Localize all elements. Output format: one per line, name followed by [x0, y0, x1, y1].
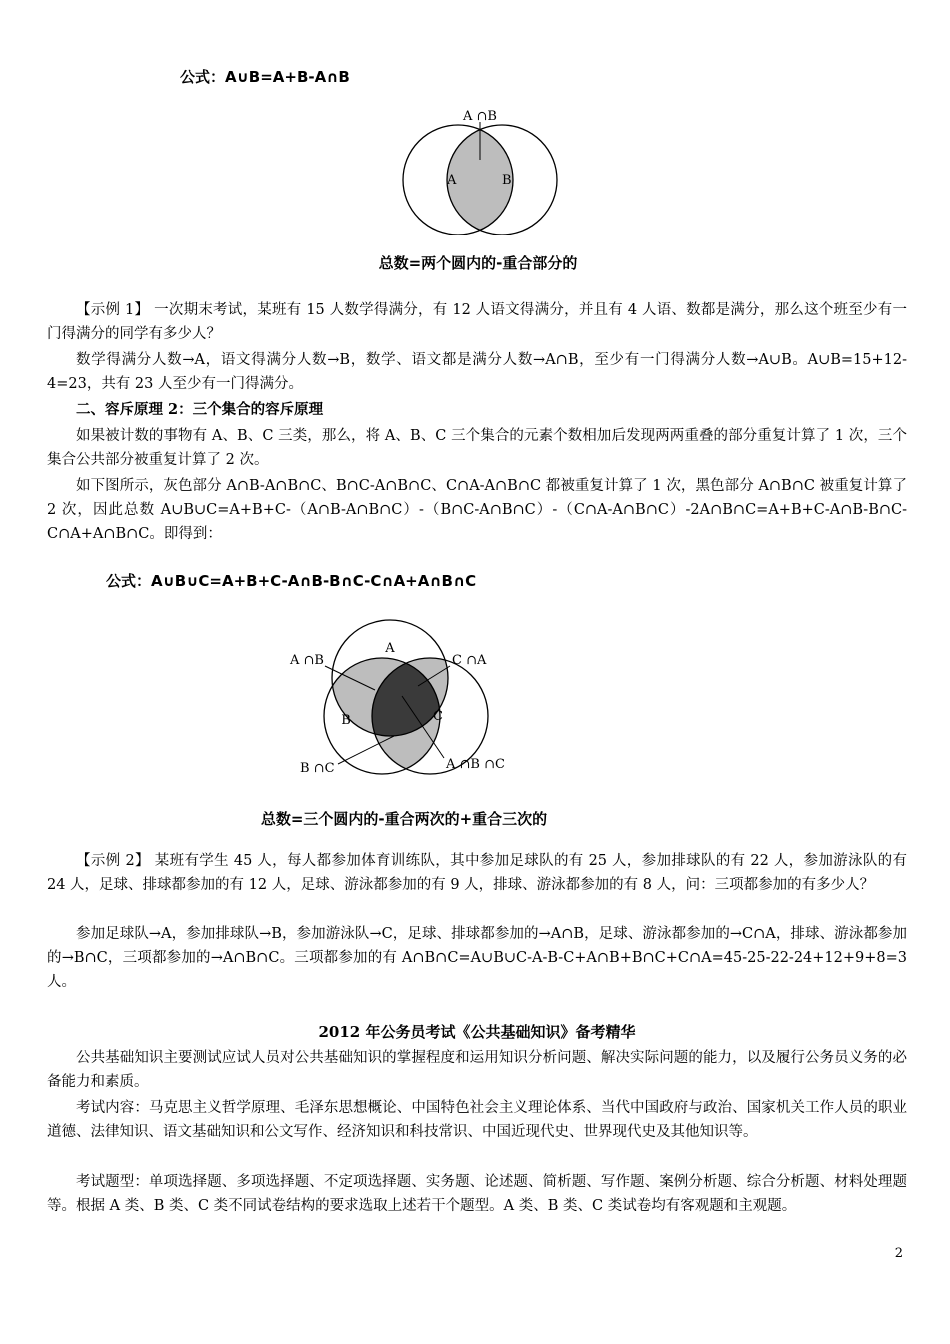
section2-paragraph2: 如下图所示，灰色部分 A∩B-A∩B∩C、B∩C-A∩B∩C、C∩A-A∩B∩C 都被重复计算了 1 次，黑色部分 A∩B∩C 被重复计算了 2 次，因此总数 A∪B∪C=A+B+C-（A∩B-A∩B∩C）-（B∩C-A∩B∩C）-（C∩A-A∩B∩C）-2A∩B∩C=A+B+C-A∩B-B∩C-C∩A+A∩B∩C。即得到： — [47, 478, 907, 542]
example1-question: 【示例 1】 一次期末考试，某班有 15 人数学得满分，有 12 人语文得满分，并且有 4 人语、数都是满分，那么这个班至少有一门得满分的同学有多少人？ — [47, 302, 907, 342]
section2-heading: 二、容斥原理 2：三个集合的容斥原理 — [76, 401, 324, 418]
venn3-label-bc: B ∩C — [300, 761, 335, 776]
caption-two-sets: 总数=两个圆内的-重合部分的 — [378, 254, 578, 272]
section3-paragraph2: 考试内容：马克思主义哲学原理、毛泽东思想概论、中国特色社会主义理论体系、当代中国政府与政治、国家机关工作人员的职业道德、法律知识、语文基础知识和公文写作、经济知识和科技常识、中国近现代史、世界现代史及其他知识等。 — [47, 1100, 907, 1140]
venn3-label-ca: C ∩A — [452, 653, 487, 668]
section2-paragraph1: 如果被计数的事物有 A、B、C 三类，那么，将 A、B、C 三个集合的元素个数相加后发现两两重叠的部分重复计算了 1 次，三个集合公共部分被重复计算了 2 次。 — [47, 428, 907, 468]
example1-answer: 数学得满分人数→A，语文得满分人数→B，数学、语文都是满分人数→A∩B，至少有一门得满分人数→A∪B。A∪B=15+12-4=23，共有 23 人至少有一门得满分。 — [47, 352, 907, 392]
example2-answer: 参加足球队→A，参加排球队→B，参加游泳队→C，足球、排球都参加的→A∩B，足球、游泳都参加的→C∩A，排球、游泳都参加的→B∩C，三项都参加的→A∩B∩C。三项都参加的有 A∩B∩C=A∪B∪C-A-B-C+A∩B+B∩C+C∩A=45-25-22-24+12+9+8=3 人。 — [47, 926, 907, 990]
venn2-label-a: A — [447, 173, 457, 188]
venn2-label-intersection: A ∩B — [463, 109, 497, 124]
section3-paragraph1: 公共基础知识主要测试应试人员对公共基础知识的掌握程度和运用知识分析问题、解决实际问题的能力，以及履行公务员义务的必备能力和素质。 — [47, 1050, 907, 1090]
section3-title: 2012 年公务员考试《公共基础知识》备考精华 — [318, 1023, 636, 1041]
venn3-label-abc: A ∩B ∩C — [446, 757, 505, 772]
formula-three-sets: 公式：A∪B∪C=A+B+C-A∩B-B∩C-C∩A+A∩B∩C — [106, 572, 477, 590]
venn2-label-b: B — [502, 173, 512, 188]
page-number: 2 — [894, 1246, 903, 1261]
venn3-label-b: B — [341, 713, 351, 728]
formula-two-sets: 公式：A∪B=A+B-A∩B — [180, 68, 350, 86]
venn-two-sets-diagram — [395, 100, 565, 235]
venn3-label-c: C — [433, 709, 443, 724]
venn3-label-ab: A ∩B — [290, 653, 324, 668]
example2-question: 【示例 2】 某班有学生 45 人，每人都参加体育训练队，其中参加足球队的有 25 人，参加排球队的有 22 人，参加游泳队的有 24 人，足球、排球都参加的有 12 人，足球、游泳都参加的有 9 人，排球、游泳都参加的有 8 人，问：三项都参加的有多少人？ — [47, 853, 907, 893]
caption-three-sets: 总数=三个圆内的-重合两次的+重合三次的 — [260, 810, 548, 828]
venn3-label-a: A — [385, 641, 395, 656]
venn-three-sets-diagram — [280, 610, 540, 780]
section3-paragraph3: 考试题型：单项选择题、多项选择题、不定项选择题、实务题、论述题、简析题、写作题、案例分析题、综合分析题、材料处理题等。根据 A 类、B 类、C 类不同试卷结构的要求选取上述若干个题型。A 类、B 类、C 类试卷均有客观题和主观题。 — [47, 1174, 907, 1214]
